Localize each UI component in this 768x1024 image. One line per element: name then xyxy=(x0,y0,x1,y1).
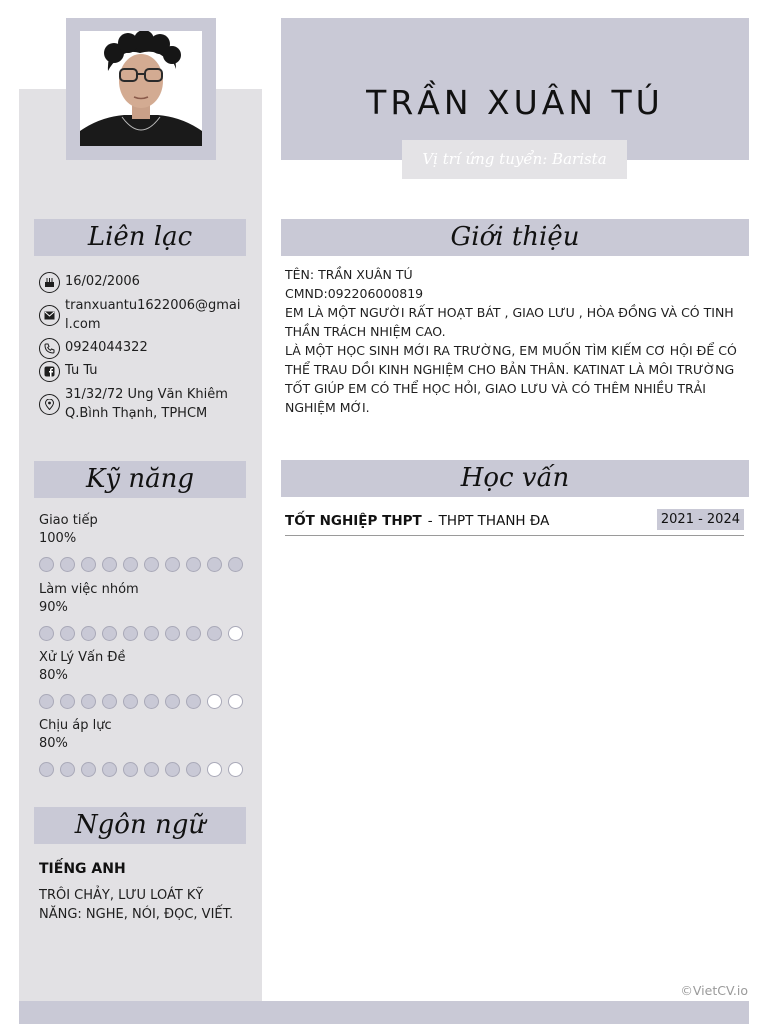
rating-dot-empty xyxy=(207,694,222,709)
rating-dot-filled xyxy=(39,694,54,709)
rating-dot-filled xyxy=(39,626,54,641)
skill-name: Chịu áp lực xyxy=(39,718,112,733)
birthday-text: 16/02/2006 xyxy=(65,274,140,289)
education-years: 2021 - 2024 xyxy=(657,509,744,530)
rating-dot-empty xyxy=(228,694,243,709)
footer-bar xyxy=(19,1001,749,1024)
candidate-name: TRẦN XUÂN TÚ xyxy=(366,83,664,122)
mail-icon xyxy=(39,305,60,326)
skill-percent: 80% xyxy=(39,668,68,683)
language-description: TRÔI CHẢY, LƯU LOÁT KỸ NĂNG: NGHE, NÓI, ĐỌC, VIẾT. xyxy=(39,888,234,922)
skill-name: Xử Lý Vấn Đề xyxy=(39,650,126,665)
rating-dot-filled xyxy=(144,626,159,641)
skill-item xyxy=(39,581,249,617)
phone-text[interactable]: 0924044322 xyxy=(65,340,148,355)
rating-dot-filled xyxy=(144,762,159,777)
cake-icon xyxy=(39,272,60,293)
rating-dot-filled xyxy=(102,694,117,709)
rating-dot-empty xyxy=(228,762,243,777)
education-separator: - xyxy=(427,513,433,529)
rating-dot-filled xyxy=(39,762,54,777)
language-name: TIẾNG ANH xyxy=(39,861,126,877)
contact-birthday xyxy=(39,272,140,293)
rating-dot-filled xyxy=(186,762,201,777)
skill-rating xyxy=(39,694,249,709)
rating-dot-filled xyxy=(102,626,117,641)
intro-line: LÀ MỘT HỌC SINH MỚI RA TRƯỜNG, EM MUỐN TÌM KIẾM CƠ HỘI ĐỂ CÓ THỂ TRAU DỒI KINH NGHIỆM CHO BẢN THÂN. KATINAT LÀ MÔI TRƯỜNG TỐT GIÚP EM CÓ THỂ HỌC HỎI, GIAO LƯU VÀ CÓ THÊM NHIỀU TRẢI NGHIỆM MỚI. xyxy=(285,343,737,415)
section-header-languages: Ngôn ngữ xyxy=(34,807,246,844)
rating-dot-filled xyxy=(165,626,180,641)
rating-dot-filled xyxy=(207,557,222,572)
rating-dot-filled xyxy=(123,762,138,777)
section-header-education: Học vấn xyxy=(281,460,749,497)
rating-dot-filled xyxy=(81,626,96,641)
contact-phone xyxy=(39,338,148,359)
rating-dot-filled xyxy=(123,557,138,572)
section-header-contact: Liên lạc xyxy=(34,219,246,256)
intro-text xyxy=(285,265,745,417)
education-degree: TỐT NGHIỆP THPT xyxy=(285,513,422,529)
rating-dot-filled xyxy=(123,694,138,709)
rating-dot-filled xyxy=(102,557,117,572)
address-text: 31/32/72 Ung Văn Khiêm Q.Bình Thạnh, TPHCM xyxy=(65,387,228,421)
rating-dot-empty xyxy=(207,762,222,777)
skill-percent: 100% xyxy=(39,531,77,546)
education-entry xyxy=(285,513,549,529)
name-band xyxy=(281,18,749,160)
rating-dot-filled xyxy=(81,762,96,777)
education-row xyxy=(285,509,744,536)
rating-dot-filled xyxy=(186,694,201,709)
facebook-text[interactable]: Tu Tu xyxy=(65,363,98,378)
education-school: THPT THANH ĐA xyxy=(438,513,550,529)
rating-dot-filled xyxy=(60,557,75,572)
skill-item xyxy=(39,717,249,753)
rating-dot-empty xyxy=(228,626,243,641)
skill-percent: 90% xyxy=(39,600,68,615)
rating-dot-filled xyxy=(81,557,96,572)
skill-rating xyxy=(39,626,249,641)
footer-credit: ©VietCV.io xyxy=(680,983,748,998)
phone-icon xyxy=(39,338,60,359)
rating-dot-filled xyxy=(228,557,243,572)
rating-dot-filled xyxy=(186,557,201,572)
contact-facebook xyxy=(39,361,98,382)
rating-dot-filled xyxy=(60,762,75,777)
rating-dot-filled xyxy=(207,626,222,641)
rating-dot-filled xyxy=(165,694,180,709)
contact-email xyxy=(39,296,245,334)
skill-percent: 80% xyxy=(39,736,68,751)
rating-dot-filled xyxy=(144,694,159,709)
intro-line: CMND:092206000819 xyxy=(285,286,424,301)
facebook-icon xyxy=(39,361,60,382)
rating-dot-filled xyxy=(165,762,180,777)
rating-dot-filled xyxy=(123,626,138,641)
intro-line: TÊN: TRẦN XUÂN TÚ xyxy=(285,267,413,282)
profile-photo xyxy=(80,31,202,146)
rating-dot-filled xyxy=(186,626,201,641)
rating-dot-filled xyxy=(60,694,75,709)
rating-dot-filled xyxy=(102,762,117,777)
rating-dot-filled xyxy=(60,626,75,641)
location-pin-icon xyxy=(39,394,60,415)
skill-rating xyxy=(39,762,249,777)
email-link[interactable]: tranxuantu1622006@gmail.com xyxy=(65,298,241,332)
rating-dot-filled xyxy=(81,694,96,709)
section-header-skills: Kỹ năng xyxy=(34,461,246,498)
skill-item xyxy=(39,649,249,685)
skill-item xyxy=(39,512,249,548)
rating-dot-filled xyxy=(165,557,180,572)
profile-photo-frame xyxy=(66,18,216,160)
position-label: Vị trí ứng tuyển: Barista xyxy=(402,140,627,179)
rating-dot-filled xyxy=(39,557,54,572)
intro-line: EM LÀ MỘT NGƯỜI RẤT HOẠT BÁT , GIAO LƯU , HÒA ĐỒNG VÀ CÓ TINH THẦN TRÁCH NHIỆM CAO. xyxy=(285,305,734,339)
rating-dot-filled xyxy=(144,557,159,572)
section-header-intro: Giới thiệu xyxy=(281,219,749,256)
contact-address xyxy=(39,385,245,423)
skill-name: Làm việc nhóm xyxy=(39,582,139,597)
skill-name: Giao tiếp xyxy=(39,513,98,528)
skill-rating xyxy=(39,557,249,572)
